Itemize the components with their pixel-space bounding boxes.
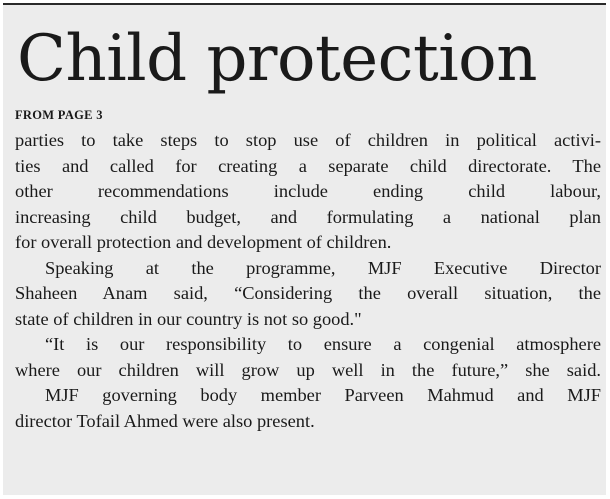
body-line: parties to take steps to stop use of children in political activi- [15, 130, 601, 150]
newspaper-clipping [3, 3, 606, 495]
body-line: ties and called for creating a separate child directorate. The [15, 155, 601, 176]
article-body [15, 128, 601, 434]
body-line: MJF governing body member Parveen Mahmud and MJF [45, 385, 601, 405]
body-line: Shaheen Anam said, “Considering the overall situation, the [15, 283, 601, 303]
body-line: state of children in our country is not so good." [15, 308, 362, 329]
body-line: other recommendations include ending child labour, [15, 181, 601, 201]
body-line: for overall protection and development of children. [15, 232, 392, 252]
body-line: director Tofail Ahmed were also present. [15, 410, 315, 431]
body-line: Speaking at the programme, MJF Executive Director [45, 257, 601, 278]
body-line: “It is our responsibility to ensure a congenial atmosphere [45, 334, 601, 354]
body-line: where our children will grow up well in the future,” she said. [15, 359, 601, 380]
body-line: increasing child budget, and formulating a national plan [15, 206, 601, 227]
continued-from-label: FROM PAGE 3 [15, 108, 103, 122]
headline: Child protection [17, 22, 537, 96]
